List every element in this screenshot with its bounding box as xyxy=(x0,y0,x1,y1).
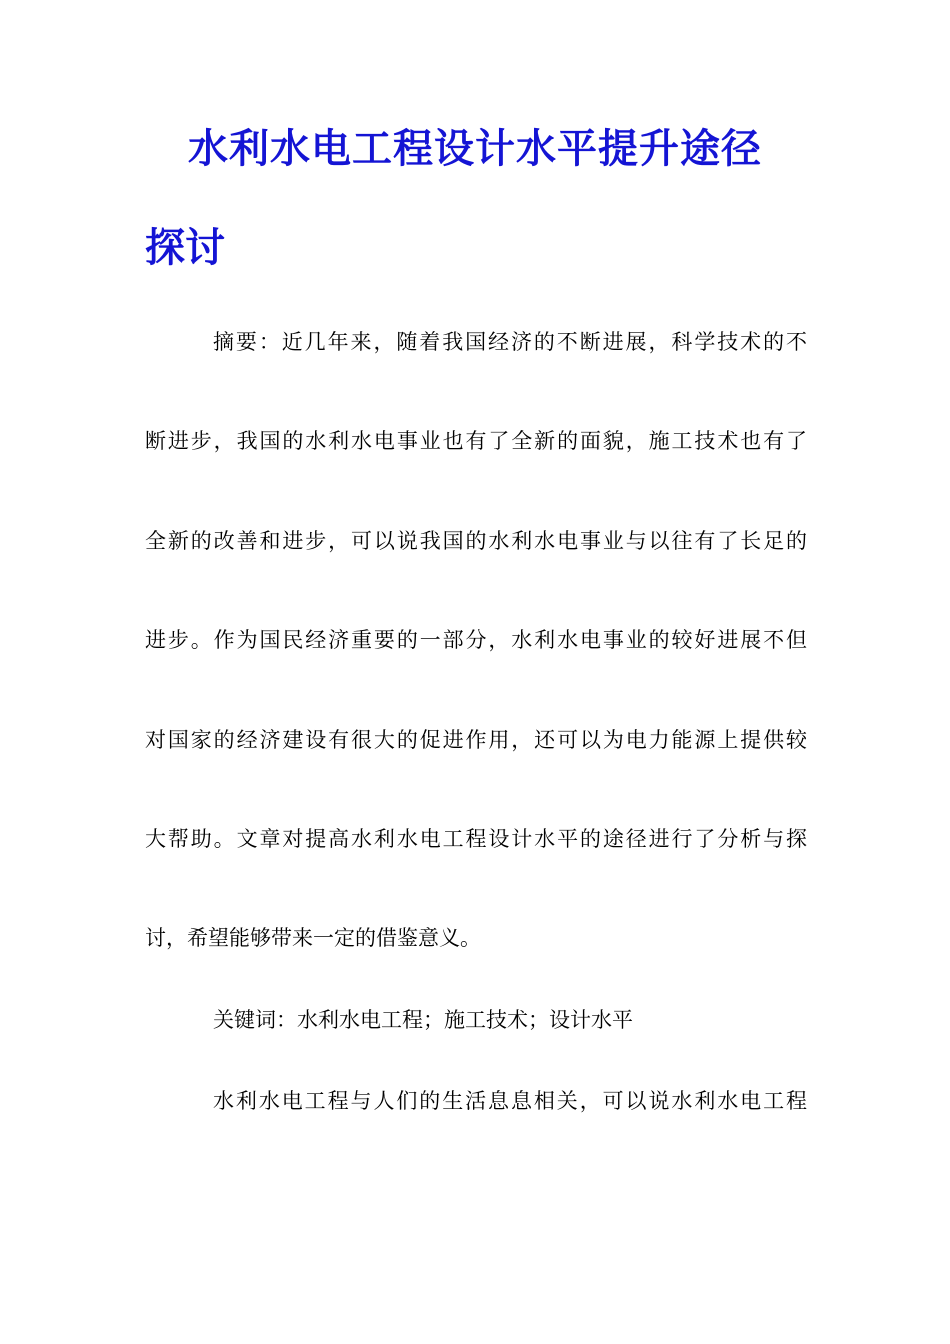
body-paragraph-line-1: 水利水电工程与人们的生活息息相关，可以说水利水电工程 xyxy=(213,1089,807,1113)
abstract-line-2: 断进步，我国的水利水电事业也有了全新的面貌，施工技术也有了 xyxy=(145,429,807,453)
abstract-line-4: 进步。作为国民经济重要的一部分，水利水电事业的较好进展不但 xyxy=(145,628,807,652)
document-title-line-2: 探讨 xyxy=(145,225,225,271)
abstract-line-7: 讨，希望能够带来一定的借鉴意义。 xyxy=(145,926,481,950)
keywords-line: 关键词：水利水电工程；施工技术；设计水平 xyxy=(213,1008,633,1032)
abstract-line-5: 对国家的经济建设有很大的促进作用，还可以为电力能源上提供较 xyxy=(145,728,807,752)
abstract-line-1: 摘要：近几年来，随着我国经济的不断进展，科学技术的不 xyxy=(213,330,807,354)
document-title-line-1: 水利水电工程设计水平提升途径 xyxy=(188,126,762,172)
abstract-line-6: 大帮助。文章对提高水利水电工程设计水平的途径进行了分析与探 xyxy=(145,827,807,851)
abstract-line-3: 全新的改善和进步，可以说我国的水利水电事业与以往有了长足的 xyxy=(145,529,807,553)
